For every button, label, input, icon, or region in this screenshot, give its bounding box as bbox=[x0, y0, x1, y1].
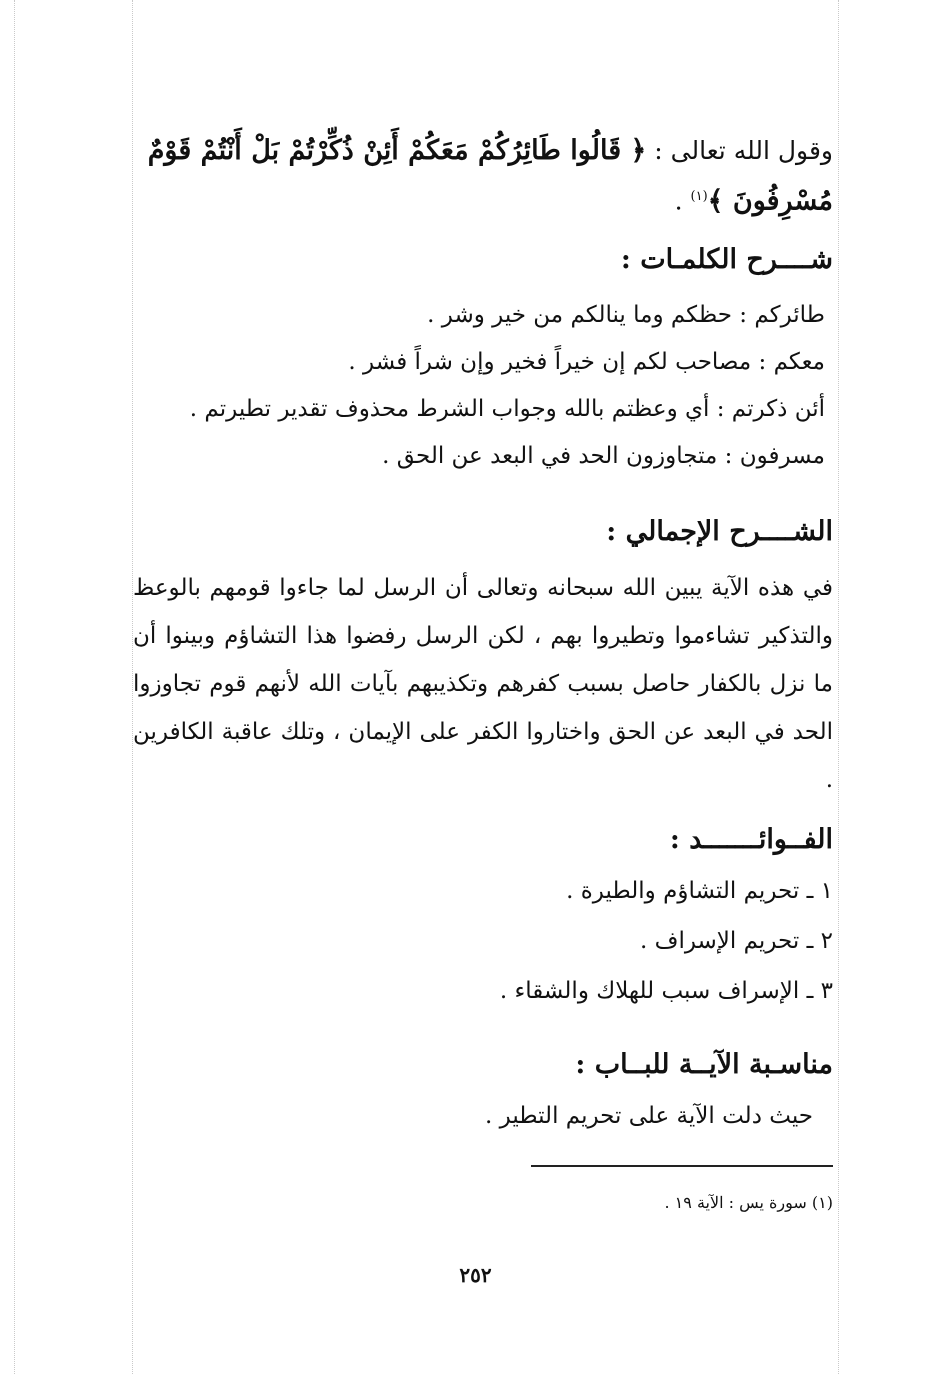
verse-quote: ﴿ قَالُوا طَائِرُكُمْ مَعَكُمْ أَئِنْ ذُكِّرْتُمْ بَلْ أَنْتُمْ قَوْمٌ مُسْرِفُونَ ﴾ bbox=[147, 135, 833, 217]
word-entry: طائركم : حظكم وما ينالكم من خير وشر . bbox=[427, 302, 825, 328]
word-explanation-heading: شــــرح الكلمـات : bbox=[620, 244, 833, 275]
word-entry: معكم : مصاحب لكم إن خيراً فخير وإن شراً فشر . bbox=[348, 349, 825, 375]
footnote: (١) سورة يس : الآية ١٩ . bbox=[664, 1193, 833, 1212]
relevance-text: حيث دلت الآية على تحريم التطير . bbox=[485, 1103, 813, 1129]
benefits-section bbox=[133, 820, 833, 1016]
relevance-heading: مناسـبة الآيــة للبــاب : bbox=[575, 1049, 833, 1080]
benefits-list bbox=[133, 866, 833, 1016]
relevance-section bbox=[133, 1045, 833, 1139]
footnote-reference: (١) bbox=[690, 189, 708, 204]
verse-end: . bbox=[674, 186, 683, 216]
word-explanation-section bbox=[133, 240, 833, 480]
page-number: ٢٥٢ bbox=[459, 1263, 492, 1287]
general-explanation-text: في هذه الآية يبين الله سبحانه وتعالى أن الرسل لما جاءوا قومهم بالوعظ والتذكير تشاءموا وتطيروا بهم ، لكن الرسل رفضوا هذا التشاؤم وبينوا أن ما نزل بالكفار حاصل بسبب كفرهم وتكذيبهم بآيات الله لأنهم قوم تجاوزوا الحد في البعد عن الحق واختاروا الكفر على الإيمان ، وتلك عاقبة الكافرين . bbox=[133, 575, 833, 793]
benefit-item: ٢ ـ تحريم الإسراف . bbox=[639, 928, 833, 954]
word-entry: أئن ذكرتم : أي وعظتم بالله وجواب الشرط محذوف تقدير تطيرتم . bbox=[189, 396, 825, 422]
scan-margin-line bbox=[14, 0, 15, 1374]
benefit-item: ٣ ـ الإسراف سبب للهلاك والشقاء . bbox=[499, 978, 833, 1004]
benefit-item: ١ ـ تحريم التشاؤم والطيرة . bbox=[566, 878, 833, 904]
word-entry: مسرفون : متجاوزون الحد في البعد عن الحق . bbox=[382, 443, 825, 469]
verse-paragraph bbox=[143, 128, 833, 224]
benefits-heading: الفــوائـــــــد : bbox=[669, 824, 833, 855]
word-explanation-list bbox=[133, 292, 833, 480]
general-explanation-section bbox=[133, 512, 833, 804]
verse-intro: وقول الله تعالى : bbox=[654, 136, 833, 165]
scan-margin-line bbox=[838, 0, 839, 1374]
general-explanation-heading: الشــــرح الإجمالي : bbox=[606, 516, 833, 547]
footnote-separator bbox=[531, 1165, 833, 1167]
